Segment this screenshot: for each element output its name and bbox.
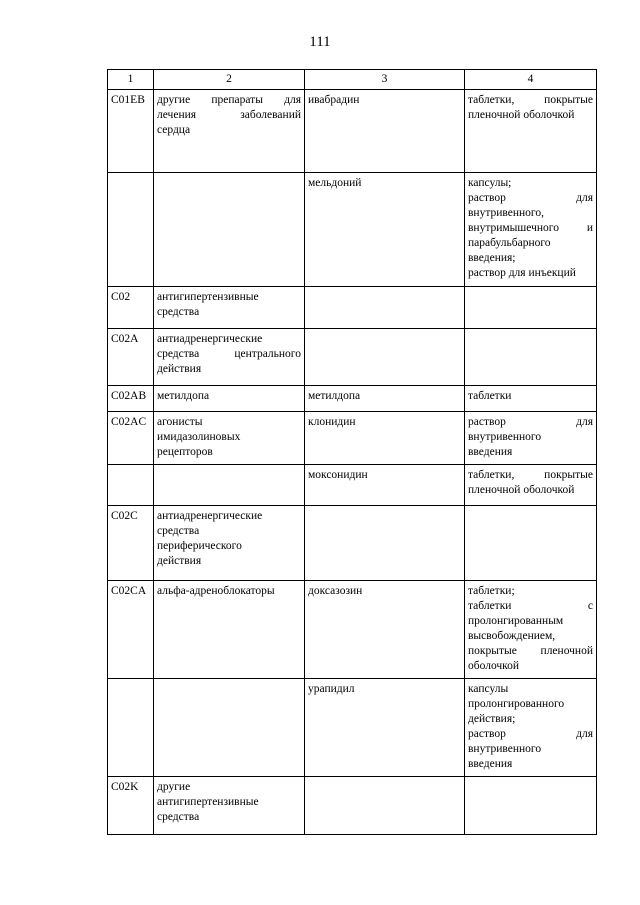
anatomical-group-cell-line: другие <box>157 781 191 793</box>
anatomical-group-cell <box>154 465 305 506</box>
dosage-form-cell <box>465 465 597 506</box>
drug-name-cell <box>305 287 465 329</box>
atc-code-cell: C02AB <box>108 386 154 412</box>
dosage-form-cell-line: введения <box>468 446 513 458</box>
dosage-form-cell-line: парабульбарного <box>468 237 551 249</box>
dosage-form-cell-line: внутривенного, <box>468 207 544 219</box>
anatomical-group-cell-line: средства <box>157 306 200 318</box>
anatomical-group-cell-line: имидазолиновых <box>157 431 241 443</box>
anatomical-group-cell-line: действия <box>157 363 202 375</box>
drug-name-cell <box>305 329 465 386</box>
dosage-form-cell <box>465 329 597 386</box>
atc-code-cell: C02 <box>108 287 154 329</box>
table-body <box>108 90 597 835</box>
drug-name-cell: клонидин <box>305 412 465 465</box>
table-row <box>108 777 597 835</box>
anatomical-group-cell-line: агонисты <box>157 416 203 428</box>
drug-name-cell: мельдоний <box>305 173 465 287</box>
dosage-form-cell-line: введения <box>468 758 513 770</box>
anatomical-group-cell <box>154 90 305 173</box>
anatomical-group-cell <box>154 777 305 835</box>
drug-name-cell: метилдопа <box>305 386 465 412</box>
dosage-form-cell-line: раствор для <box>468 728 593 740</box>
dosage-form-cell-line: капсулы; <box>468 177 512 189</box>
column-header-2: 2 <box>154 70 305 90</box>
atc-code-cell <box>108 173 154 287</box>
anatomical-group-cell <box>154 679 305 777</box>
dosage-form-cell <box>465 679 597 777</box>
atc-code-cell: C02A <box>108 329 154 386</box>
table-row <box>108 287 597 329</box>
dosage-form-cell <box>465 581 597 679</box>
dosage-form-cell-line: таблетки, покрытые <box>468 94 593 106</box>
dosage-form-cell <box>465 412 597 465</box>
dosage-form-cell-line: раствор для инъекций <box>468 267 576 279</box>
anatomical-group-cell-line: лечения заболеваний <box>157 109 301 121</box>
anatomical-group-cell <box>154 506 305 581</box>
dosage-form-cell-line: внутривенного <box>468 743 542 755</box>
dosage-form-cell-line: пленочной оболочкой <box>468 484 575 496</box>
table-header-row <box>108 70 597 90</box>
drug-name-cell: ивабрадин <box>305 90 465 173</box>
dosage-form-cell-line: пролонгированного <box>468 698 565 710</box>
anatomical-group-cell-line: действия <box>157 555 202 567</box>
table-row <box>108 679 597 777</box>
anatomical-group-cell-line: средства центрального <box>157 348 301 360</box>
table-row <box>108 465 597 506</box>
column-header-3: 3 <box>305 70 465 90</box>
drug-name-cell: моксонидин <box>305 465 465 506</box>
dosage-form-cell-line: высвобождением, <box>468 630 556 642</box>
dosage-form-cell-line: раствор для <box>468 192 593 204</box>
anatomical-group-cell-line: антиадренергические <box>157 510 263 522</box>
anatomical-group-cell <box>154 329 305 386</box>
drug-name-cell <box>305 506 465 581</box>
dosage-form-cell-line: действия; <box>468 713 516 725</box>
anatomical-group-cell-line: метилдопа <box>157 390 210 402</box>
anatomical-group-cell <box>154 386 305 412</box>
table-row <box>108 506 597 581</box>
dosage-form-cell-line: таблетки, покрытые <box>468 469 593 481</box>
dosage-form-cell-line: таблетки; <box>468 585 515 597</box>
table-row <box>108 329 597 386</box>
dosage-form-cell-line: пленочной оболочкой <box>468 109 575 121</box>
anatomical-group-cell <box>154 173 305 287</box>
anatomical-group-cell <box>154 412 305 465</box>
anatomical-group-cell-line: антигипертензивные <box>157 796 259 808</box>
dosage-form-cell-line: таблетки <box>468 390 512 402</box>
anatomical-group-cell-line: другие препараты для <box>157 94 301 106</box>
drug-name-cell: урапидил <box>305 679 465 777</box>
drug-name-cell <box>305 777 465 835</box>
page-number: 111 <box>309 34 331 50</box>
anatomical-group-cell <box>154 581 305 679</box>
atc-code-cell: C02C <box>108 506 154 581</box>
anatomical-group-cell <box>154 287 305 329</box>
dosage-form-cell <box>465 287 597 329</box>
dosage-form-cell-line: внутривенного <box>468 431 542 443</box>
anatomical-group-cell-line: средства <box>157 811 200 823</box>
dosage-form-cell <box>465 506 597 581</box>
atc-code-cell: C02AC <box>108 412 154 465</box>
anatomical-group-cell-line: антиадренергические <box>157 333 263 345</box>
anatomical-group-cell-line: сердца <box>157 124 191 136</box>
drug-name-cell: доксазозин <box>305 581 465 679</box>
atc-code-cell <box>108 465 154 506</box>
dosage-form-cell-line: капсулы <box>468 683 509 695</box>
dosage-form-cell-line: раствор для <box>468 416 593 428</box>
anatomical-group-cell-line: альфа-адреноблокаторы <box>157 585 275 597</box>
table-row <box>108 173 597 287</box>
atc-code-cell: C02CA <box>108 581 154 679</box>
anatomical-group-cell-line: периферического <box>157 540 242 552</box>
table-row <box>108 386 597 412</box>
dosage-form-cell-line: пролонгированным <box>468 615 564 627</box>
dosage-form-cell-line: оболочкой <box>468 660 520 672</box>
table-row <box>108 581 597 679</box>
table-row <box>108 412 597 465</box>
dosage-form-cell <box>465 777 597 835</box>
anatomical-group-cell-line: антигипертензивные <box>157 291 259 303</box>
dosage-form-cell <box>465 386 597 412</box>
dosage-form-cell-line: таблетки с <box>468 600 593 612</box>
dosage-form-cell <box>465 90 597 173</box>
column-header-1: 1 <box>108 70 154 90</box>
atc-code-cell: C01EB <box>108 90 154 173</box>
dosage-form-cell-line: введения; <box>468 252 516 264</box>
anatomical-group-cell-line: средства <box>157 525 200 537</box>
atc-code-cell: C02K <box>108 777 154 835</box>
dosage-form-cell-line: покрытые пленочной <box>468 645 593 657</box>
column-header-4: 4 <box>465 70 597 90</box>
table-row <box>108 90 597 173</box>
anatomical-group-cell-line: рецепторов <box>157 446 213 458</box>
atc-code-cell <box>108 679 154 777</box>
dosage-form-cell <box>465 173 597 287</box>
dosage-form-cell-line: внутримышечного и <box>468 222 593 234</box>
drug-table <box>107 69 597 835</box>
